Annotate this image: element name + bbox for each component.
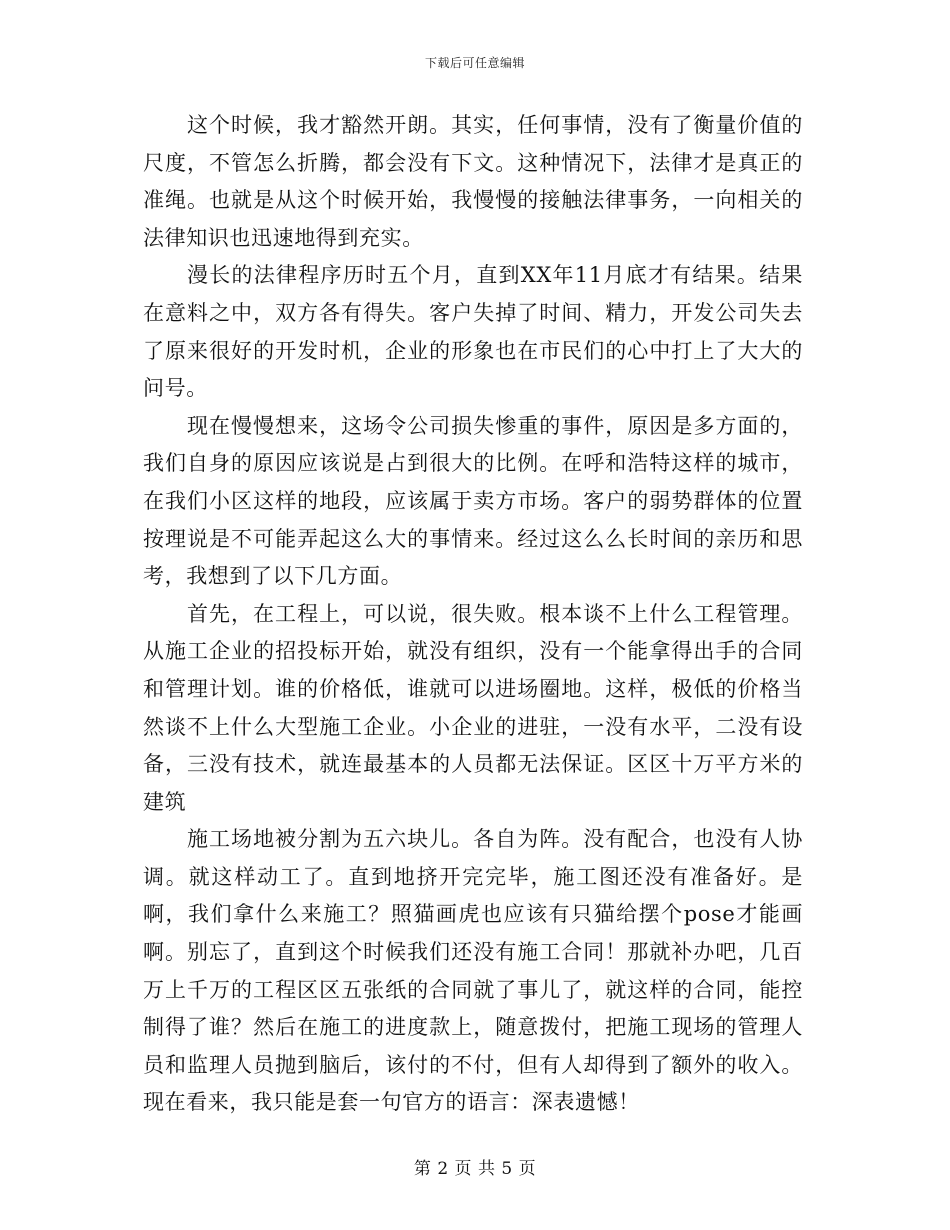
page-footer	[0, 1154, 950, 1179]
page-number: 第 2 页 共 5 页	[413, 1159, 537, 1179]
page-header: 下载后可任意编辑	[424, 56, 525, 70]
paragraph-3: 现在慢慢想来，这场令公司损失惨重的事件，原因是多方面的，我们自身的原因应该说是占到很大的比例。在呼和浩特这样的城市，在我们小区这样的地段，应该属于卖方市场。客户的弱势群体的位置按理说是不可能弄起这么大的事情来。经过这么么长时间的亲历和思考，我想到了以下几方面。	[143, 413, 803, 589]
paragraph-1: 这个时候，我才豁然开朗。其实，任何事情，没有了衡量价值的尺度，不管怎么折腾，都会没有下文。这种情况下，法律才是真正的准绳。也就是从这个时候开始，我慢慢的接触法律事务，一向相关的法律知识也迅速地得到充实。	[143, 113, 803, 250]
paragraph-5: 施工场地被分割为五六块儿。各自为阵。没有配合，也没有人协调。就这样动工了。直到地挤开完完毕，施工图还没有准备好。是啊，我们拿什么来施工？照猫画虎也应该有只猫给摆个pose才能画啊。别忘了，直到这个时候我们还没有施工合同！那就补办吧，几百万上千万的工程区区五张纸的合同就了事儿了，就这样的合同，能控制得了谁？然后在施工的进度款上，随意拨付，把施工现场的管理人员和监理人员抛到脑后，该付的不付，但有人却得到了额外的收入。现在看来，我只能是套一句官方的语言：深表遗憾！	[143, 827, 803, 1115]
document-body	[143, 107, 803, 1122]
paragraph-2: 漫长的法律程序历时五个月，直到XX年11月底才有结果。结果在意料之中，双方各有得失。客户失掉了时间、精力，开发公司失去了原来很好的开发时机，企业的形象也在市民们的心中打上了大大的问号。	[143, 263, 803, 401]
paragraph-4: 首先，在工程上，可以说，很失败。根本谈不上什么工程管理。从施工企业的招投标开始，就没有组织，没有一个能拿得出手的合同和管理计划。谁的价格低，谁就可以进场圈地。这样，极低的价格当然谈不上什么大型施工企业。小企业的进驻，一没有水平，二没有设备，三没有技术，就连最基本的人员都无法保证。区区十万平方米的建筑	[143, 601, 803, 814]
